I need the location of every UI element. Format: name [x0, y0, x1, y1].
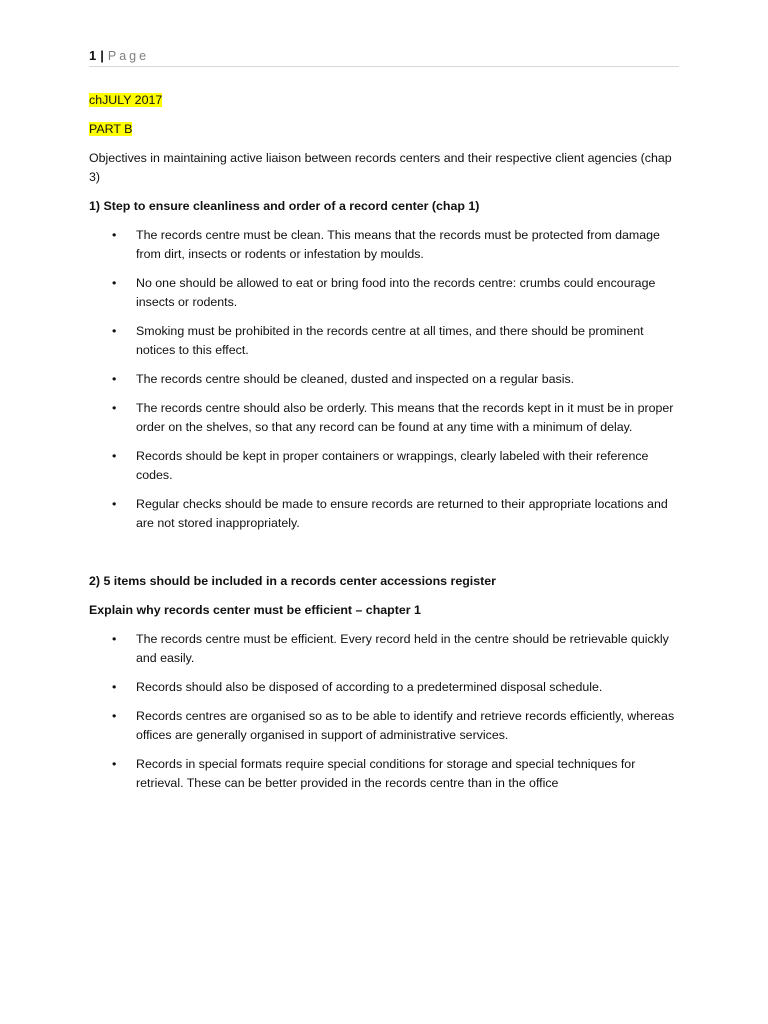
bullet-icon: • [112, 276, 117, 290]
section1-list [89, 226, 679, 533]
title-line [89, 91, 679, 110]
page-separator: | [100, 48, 104, 63]
bullet-icon: • [112, 372, 117, 386]
section1-heading: 1) Step to ensure cleanliness and order of a record center (chap 1) [89, 199, 480, 213]
bullet-icon: • [112, 324, 117, 338]
list-item-text: Smoking must be prohibited in the records centre at all times, and there should be prominent notices to this effect. [136, 324, 644, 357]
bullet-icon: • [112, 497, 117, 511]
list-item-text: Records should be kept in proper containers or wrappings, clearly labeled with their reference codes. [136, 449, 649, 482]
bullet-icon: • [112, 449, 117, 463]
list-item [89, 226, 679, 264]
page-number: 1 [89, 48, 97, 63]
bullet-icon: • [112, 709, 117, 723]
list-item [89, 678, 679, 697]
list-item [89, 399, 679, 437]
page-header [89, 46, 679, 67]
list-item-text: Records centres are organised so as to be able to identify and retrieve records efficiently, whereas offices are generally organised in support of administrative services. [136, 709, 675, 742]
section3-list [89, 630, 679, 793]
list-item [89, 755, 679, 793]
list-item-text: The records centre should be cleaned, dusted and inspected on a regular basis. [136, 372, 575, 386]
bullet-icon: • [112, 632, 117, 646]
page-word: Page [107, 49, 150, 63]
part-line [89, 120, 679, 139]
bullet-icon: • [112, 680, 117, 694]
bullet-icon: • [112, 757, 117, 771]
list-item-text: Records in special formats require special conditions for storage and special techniques for retrieval. These can be better provided in the records centre than in the office [136, 757, 636, 790]
list-item [89, 274, 679, 312]
list-item-text: The records centre should also be orderly. This means that the records kept in it must be in proper order on the shelves, so that any record can be found at any time with a minimum of delay. [136, 401, 674, 434]
list-item-text: No one should be allowed to eat or bring food into the records centre: crumbs could encourage insects or rodents. [136, 276, 656, 309]
list-item [89, 370, 679, 389]
document-body [89, 91, 679, 803]
list-item [89, 495, 679, 533]
list-item-text: The records centre must be efficient. Every record held in the centre should be retrievable quickly and easily. [136, 632, 669, 665]
list-item [89, 707, 679, 745]
intro-paragraph: Objectives in maintaining active liaison between records centers and their respective client agencies (chap 3) [89, 151, 672, 184]
bullet-icon: • [112, 401, 117, 415]
title-highlight: chJULY 2017 [89, 93, 163, 107]
section-spacer [89, 543, 679, 572]
section3-heading: Explain why records center must be efficient – chapter 1 [89, 603, 421, 617]
bullet-icon: • [112, 228, 117, 242]
section2-heading: 2) 5 items should be included in a records center accessions register [89, 574, 496, 588]
list-item [89, 447, 679, 485]
list-item [89, 322, 679, 360]
list-item [89, 630, 679, 668]
list-item-text: Records should also be disposed of according to a predetermined disposal schedule. [136, 680, 603, 694]
part-highlight: PART B [89, 122, 133, 136]
list-item-text: Regular checks should be made to ensure records are returned to their appropriate locations and are not stored inappropriately. [136, 497, 668, 530]
list-item-text: The records centre must be clean. This means that the records must be protected from damage from dirt, insects or rodents or infestation by moulds. [136, 228, 660, 261]
